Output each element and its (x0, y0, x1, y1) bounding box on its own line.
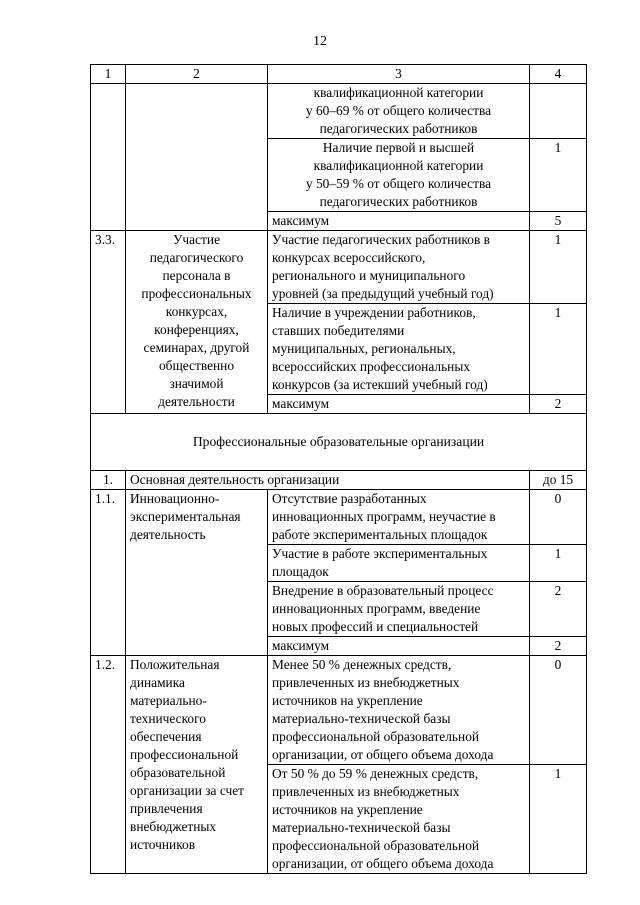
item-title: Основная деятельность организации (126, 471, 530, 490)
table-row (91, 656, 587, 765)
table-row (91, 84, 587, 139)
section-row (91, 414, 587, 471)
section-title: Профессиональные образовательные организации (91, 414, 587, 471)
criterion-score: 1 (530, 765, 587, 874)
continuation-number-cell (91, 84, 126, 231)
header-col-3: 3 (268, 65, 530, 84)
criterion-score: 1 (530, 139, 587, 212)
item-number: 3.3. (91, 231, 126, 414)
criterion-description: Наличие первой и высшей квалификационной категории у 50–59 % от общего количества педагогических работников (268, 139, 530, 212)
criterion-score: 0 (530, 490, 587, 545)
table-row (91, 490, 587, 545)
criterion-score: 2 (530, 395, 587, 414)
header-col-1: 1 (91, 65, 126, 84)
item-title: Положительная динамика материально- технического обеспечения профессиональной образовательной организации за счет привлечения внебюджетных источников (126, 656, 268, 874)
item-number: 1.2. (91, 656, 126, 874)
header-col-2: 2 (126, 65, 268, 84)
item-number: 1.1. (91, 490, 126, 656)
header-col-4: 4 (530, 65, 587, 84)
page-number: 12 (313, 34, 327, 49)
criterion-maximum: максимум (268, 395, 530, 414)
criterion-maximum: максимум (268, 637, 530, 656)
criteria-table (90, 64, 587, 874)
item-title: Участие педагогического персонала в профессиональных конкурсах, конференциях, семинарах, другой общественно значимой деятельности (126, 231, 268, 414)
criterion-score: 2 (530, 637, 587, 656)
criterion-description: Внедрение в образовательный процесс инновационных программ, введение новых профессий и специальностей (268, 582, 530, 637)
table-row (91, 471, 587, 490)
item-number: 1. (91, 471, 126, 490)
criterion-score: 0 (530, 656, 587, 765)
criterion-score (530, 84, 587, 139)
criterion-maximum: максимум (268, 212, 530, 231)
criterion-description: Наличие в учреждении работников, ставших победителями муниципальных, региональных, всероссийских профессиональных конкурсов (за истекший учебный год) (268, 304, 530, 395)
criterion-description: От 50 % до 59 % денежных средств, привлеченных из внебюджетных источников на укрепление материально-технической базы профессиональной образовательной организации, от общего объема дохода (268, 765, 530, 874)
continuation-title-cell (126, 84, 268, 231)
criterion-description: Участие педагогических работников в конкурсах всероссийского, регионального и муниципального уровней (за предыдущий учебный год) (268, 231, 530, 304)
item-title: Инновационно- экспериментальная деятельность (126, 490, 268, 656)
criterion-description: Участие в работе экспериментальных площадок (268, 545, 530, 582)
criterion-description: квалификационной категории у 60–69 % от общего количества педагогических работников (268, 84, 530, 139)
criterion-score: до 15 (530, 471, 587, 490)
criterion-score: 5 (530, 212, 587, 231)
criterion-description: Отсутствие разработанных инновационных программ, неучастие в работе экспериментальных площадок (268, 490, 530, 545)
criterion-description: Менее 50 % денежных средств, привлеченных из внебюджетных источников на укрепление материально-технической базы профессиональной образовательной организации, от общего объема дохода (268, 656, 530, 765)
criterion-score: 1 (530, 231, 587, 304)
criterion-score: 1 (530, 545, 587, 582)
table-row (91, 231, 587, 304)
criterion-score: 2 (530, 582, 587, 637)
header-row (91, 65, 587, 84)
criterion-score: 1 (530, 304, 587, 395)
